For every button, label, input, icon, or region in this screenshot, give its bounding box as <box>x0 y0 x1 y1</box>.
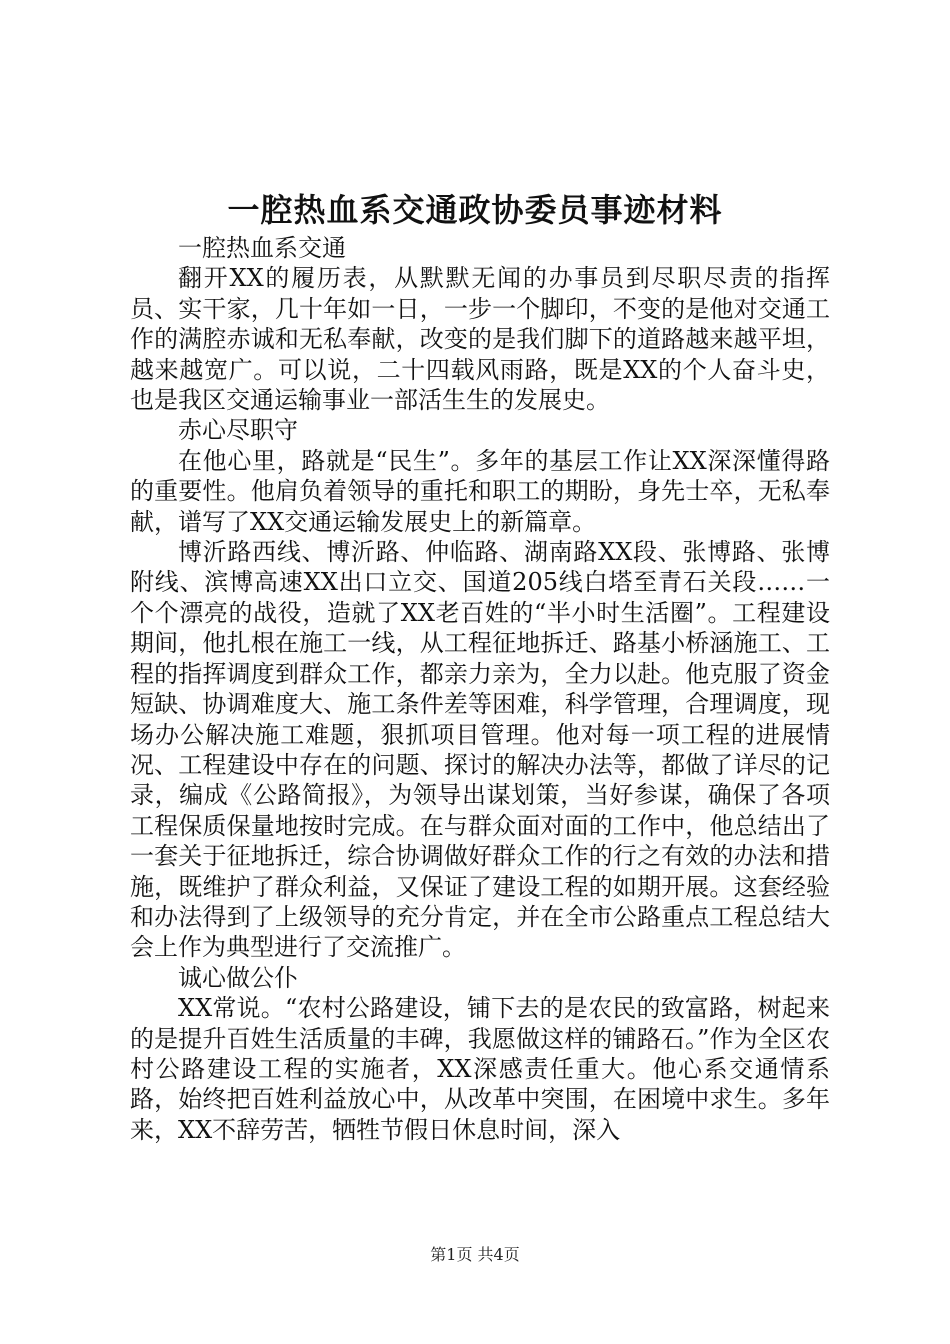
page-number: 第1页 共4页 <box>430 1245 520 1264</box>
body-paragraph: 翻开XX的履历表，从默默无闻的办事员到尽职尽责的指挥员、实干家，几十年如一日，一步一个脚印，不变的是他对交通工作的满腔赤诚和无私奉献，改变的是我们脚下的道路越来越平坦，越来越宽广。可以说，二十四载风雨路，既是XX的个人奋斗史，也是我区交通运输事业一部活生生的发展史。 <box>130 264 830 415</box>
document-title: 一腔热血系交通政协委员事迹材料 <box>227 191 723 229</box>
body-paragraph: 在他心里，路就是“民生”。多年的基层工作让XX深深懂得路的重要性。他肩负着领导的重托和职工的期盼，身先士卒，无私奉献，谱写了XX交通运输发展史上的新篇章。 <box>130 446 830 536</box>
body-paragraph: 博沂路西线、博沂路、仲临路、湖南路XX段、张博路、张博附线、滨博高速XX出口立交、国道205线白塔至青石关段……一个个漂亮的战役，造就了XX老百姓的“半小时生活圈”。工程建设期间，他扎根在施工一线，从工程征地拆迁、路基小桥涵施工、工程的指挥调度到群众工作，都亲力亲为，全力以赴。他克服了资金短缺、协调难度大、施工条件差等困难，科学管理，合理调度，现场办公解决施工难题，狠抓项目管理。他对每一项工程的进展情况、工程建设中存在的问题、探讨的解决办法等，都做了详尽的记录，编成《公路简报》，为领导出谋划策，当好参谋，确保了各项工程保质保量地按时完成。在与群众面对面的工作中，他总结出了一套关于征地拆迁，综合协调做好群众工作的行之有效的办法和措施，既维护了群众利益，又保证了建设工程的如期开展。这套经验和办法得到了上级领导的充分肯定，并在全市公路重点工程总结大会上作为典型进行了交流推广。 <box>130 538 830 962</box>
document-body <box>130 233 830 1145</box>
section-heading-2: 赤心尽职守 <box>178 416 298 445</box>
body-paragraph: XX常说。“农村公路建设，铺下去的是农民的致富路，树起来的是提升百姓生活质量的丰碑，我愿做这样的铺路石。”作为全区农村公路建设工程的实施者，XX深感责任重大。他心系交通情系路，始终把百姓利益放心中，从改革中突围，在困境中求生。多年来，XX不辞劳苦，牺牲节假日休息时间，深入 <box>130 994 830 1144</box>
section-heading-1: 一腔热血系交通 <box>178 234 346 262</box>
section-heading-3: 诚心做公仆 <box>178 963 298 992</box>
